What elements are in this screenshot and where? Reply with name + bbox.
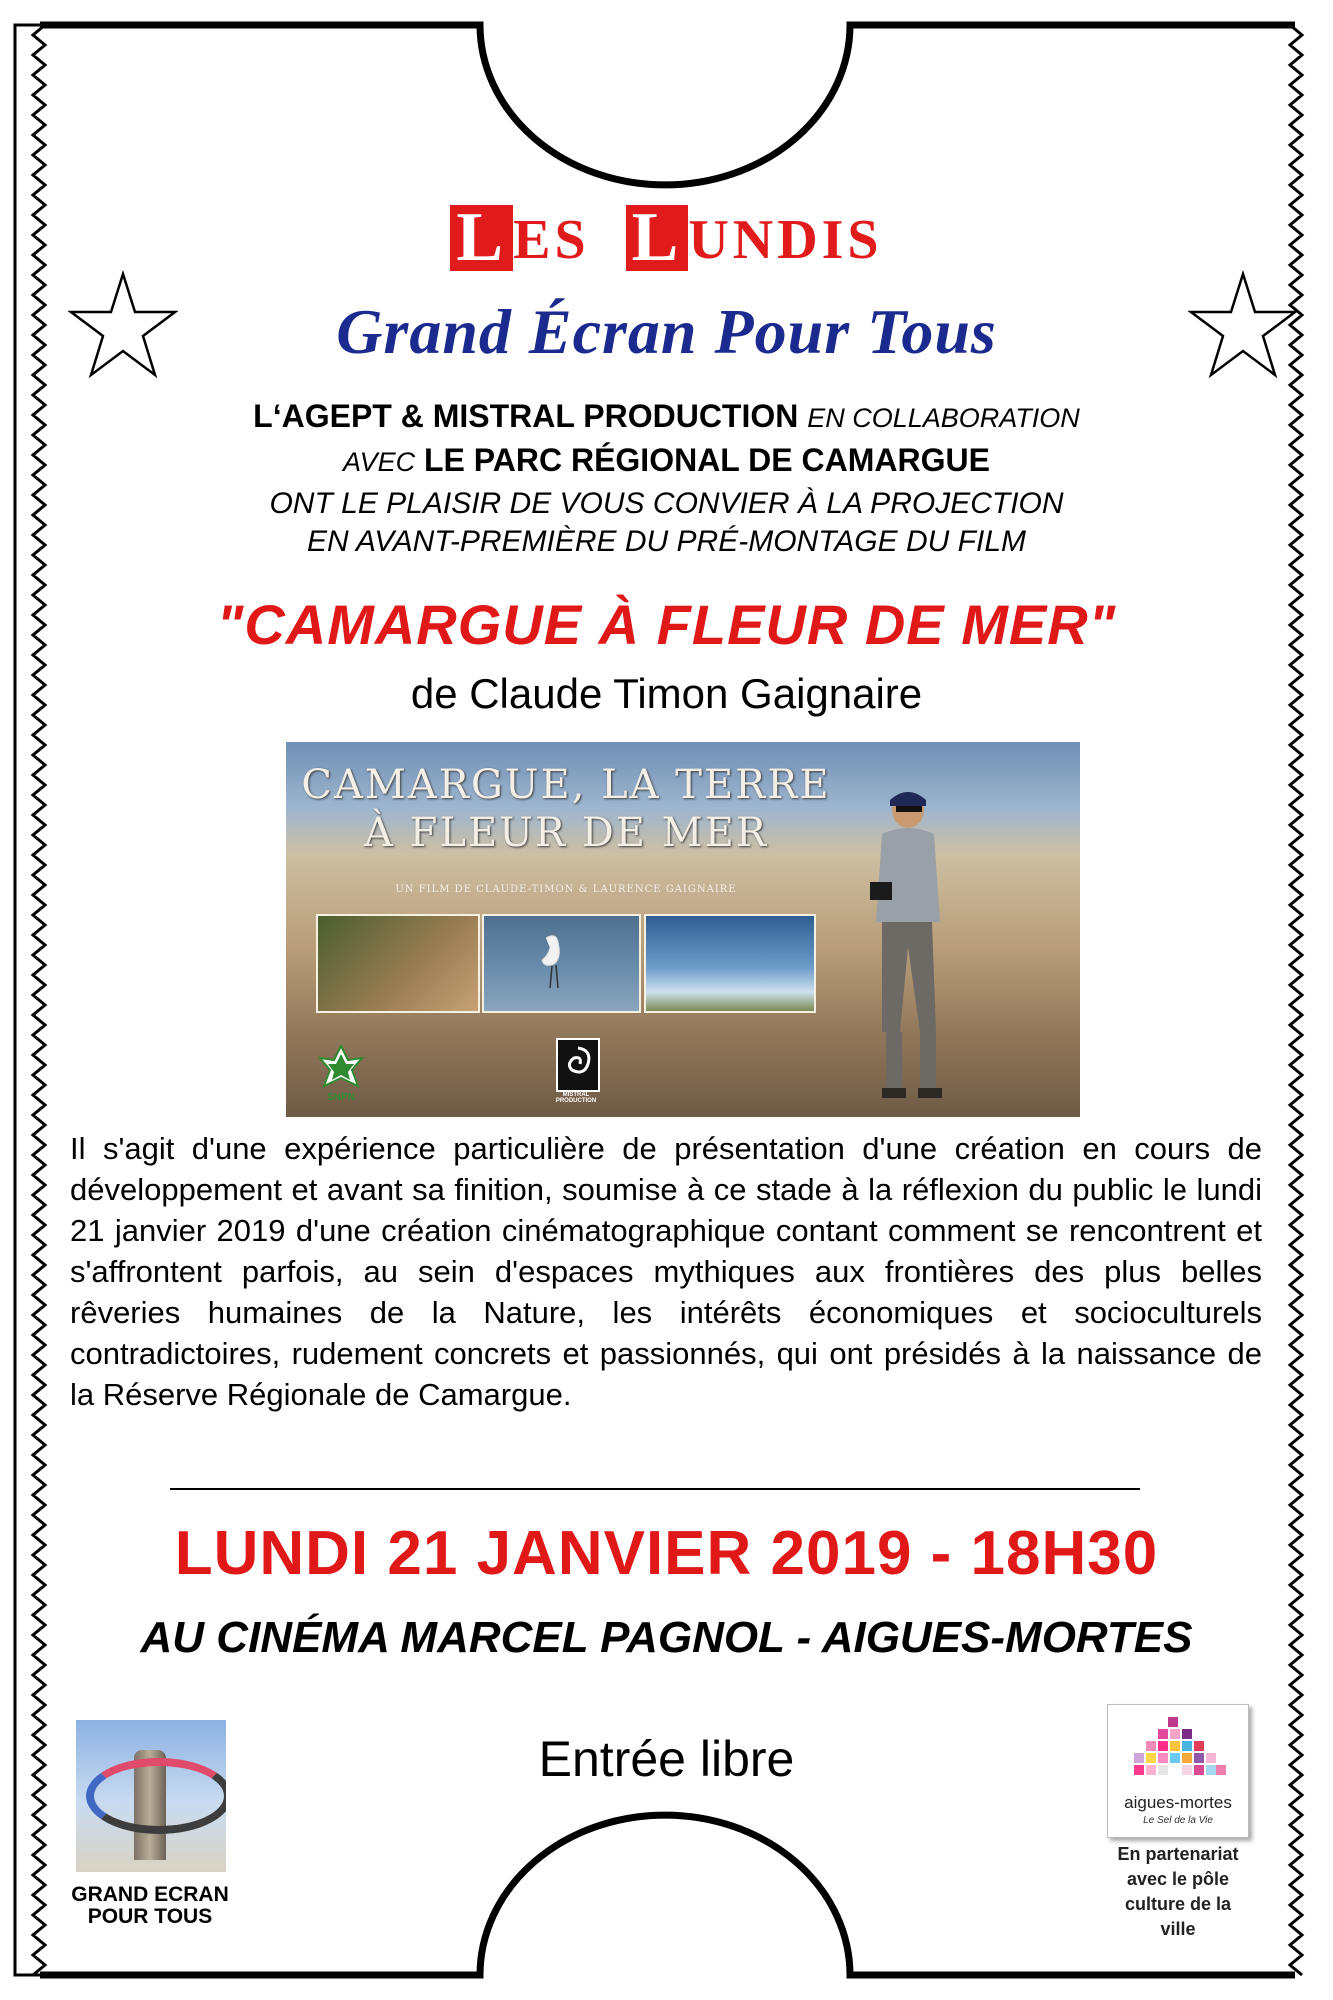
partner-park: LE PARC RÉGIONAL DE CAMARGUE bbox=[423, 442, 990, 478]
poster-thumbnail-man bbox=[644, 914, 816, 1013]
lundis-word bbox=[626, 199, 883, 276]
collaboration-label: EN COLLABORATION bbox=[807, 403, 1080, 433]
lundis-initial: L bbox=[626, 205, 689, 271]
les-lundis-title bbox=[0, 199, 1333, 276]
organizers: L‘AGEPT & MISTRAL PRODUCTION bbox=[253, 398, 799, 434]
mistral-logo-icon bbox=[556, 1038, 600, 1092]
logo-text-line-2: POUR TOUS bbox=[87, 1905, 213, 1928]
entry-info: Entrée libre bbox=[538, 1731, 795, 1787]
event-venue: AU CINÉMA MARCEL PAGNOL - AIGUES-MORTES bbox=[140, 1613, 1193, 1662]
intro-line-1 bbox=[150, 398, 1183, 435]
logo-text-line-1: GRAND ECRAN bbox=[71, 1883, 229, 1906]
partner-line-3: culture de la bbox=[1124, 1894, 1232, 1914]
intro-line-2 bbox=[150, 442, 1183, 479]
egret-icon bbox=[536, 930, 576, 990]
poster-credit: UN FILM DE CLAUDE-TIMON & LAURENCE GAIGNAIRE bbox=[395, 884, 737, 895]
intro-line-3: ONT LE PLAISIR DE VOUS CONVIER À LA PROJECTION bbox=[269, 487, 1064, 520]
divider-line bbox=[170, 1488, 1140, 1490]
les-word bbox=[450, 199, 590, 276]
partner-line-1: En partenariat bbox=[1117, 1844, 1239, 1864]
aigues-mortes-logo bbox=[1107, 1704, 1249, 1838]
grand-ecran-pour-tous-logo bbox=[76, 1720, 226, 1872]
poster-title-line-2: À FLEUR DE MER bbox=[364, 810, 768, 856]
partner-note bbox=[1090, 1842, 1266, 1942]
grand-ecran-subtitle: Grand Écran Pour Tous bbox=[336, 296, 997, 367]
film-description: Il s'agit d'une expérience particulière de présentation d'une création en cours de développement et avant sa finition, soumise à ce stade à la réflexion du public le lundi 21 janvier 2019 d'une création cinématographique contant comment se rencontrent et s'affrontent parfois, au sein d'espaces mythiques aux frontières des plus belles rêveries humaines de la Nature, les intérêts économiques et socioculturels contradictoires, rudement concrets et passionnés, qui ont présidés à la naissance de la Réserve Régionale de Camargue. bbox=[70, 1131, 1262, 1412]
poster-title-line-1: CAMARGUE, LA TERRE bbox=[301, 762, 831, 808]
poster-thumbnail-tree bbox=[316, 914, 480, 1013]
film-title: "CAMARGUE À FLEUR DE MER" bbox=[216, 593, 1117, 656]
grand-ecran-logo-text bbox=[60, 1884, 240, 1928]
les-initial: L bbox=[450, 205, 513, 271]
les-rest: ES bbox=[513, 209, 590, 271]
aigues-mortes-logo-tagline: Le Sel de la Vie bbox=[1143, 1815, 1213, 1826]
walking-woman-figure bbox=[846, 782, 966, 1112]
snpn-logo-icon bbox=[316, 1042, 366, 1092]
film-strip-icon bbox=[86, 1758, 226, 1834]
mistral-logo-label: MISTRAL PRODUCTION bbox=[555, 1092, 597, 1104]
snpn-logo-label: SNPN bbox=[327, 1092, 355, 1103]
event-date: LUNDI 21 JANVIER 2019 - 18H30 bbox=[174, 1519, 1159, 1588]
film-poster-image bbox=[286, 742, 1080, 1117]
partner-line-2: avec le pôle bbox=[1126, 1869, 1230, 1889]
avec-label: AVEC bbox=[343, 447, 416, 477]
lundis-rest: UNDIS bbox=[688, 209, 883, 271]
aigues-mortes-logo-name: aigues-mortes bbox=[1124, 1793, 1232, 1812]
film-author: de Claude Timon Gaignaire bbox=[410, 670, 923, 717]
partner-line-4: ville bbox=[1160, 1919, 1196, 1939]
mosaic-icon bbox=[1128, 1715, 1228, 1791]
intro-line-4: EN AVANT-PREMIÈRE DU PRÉ-MONTAGE DU FILM bbox=[307, 525, 1026, 558]
